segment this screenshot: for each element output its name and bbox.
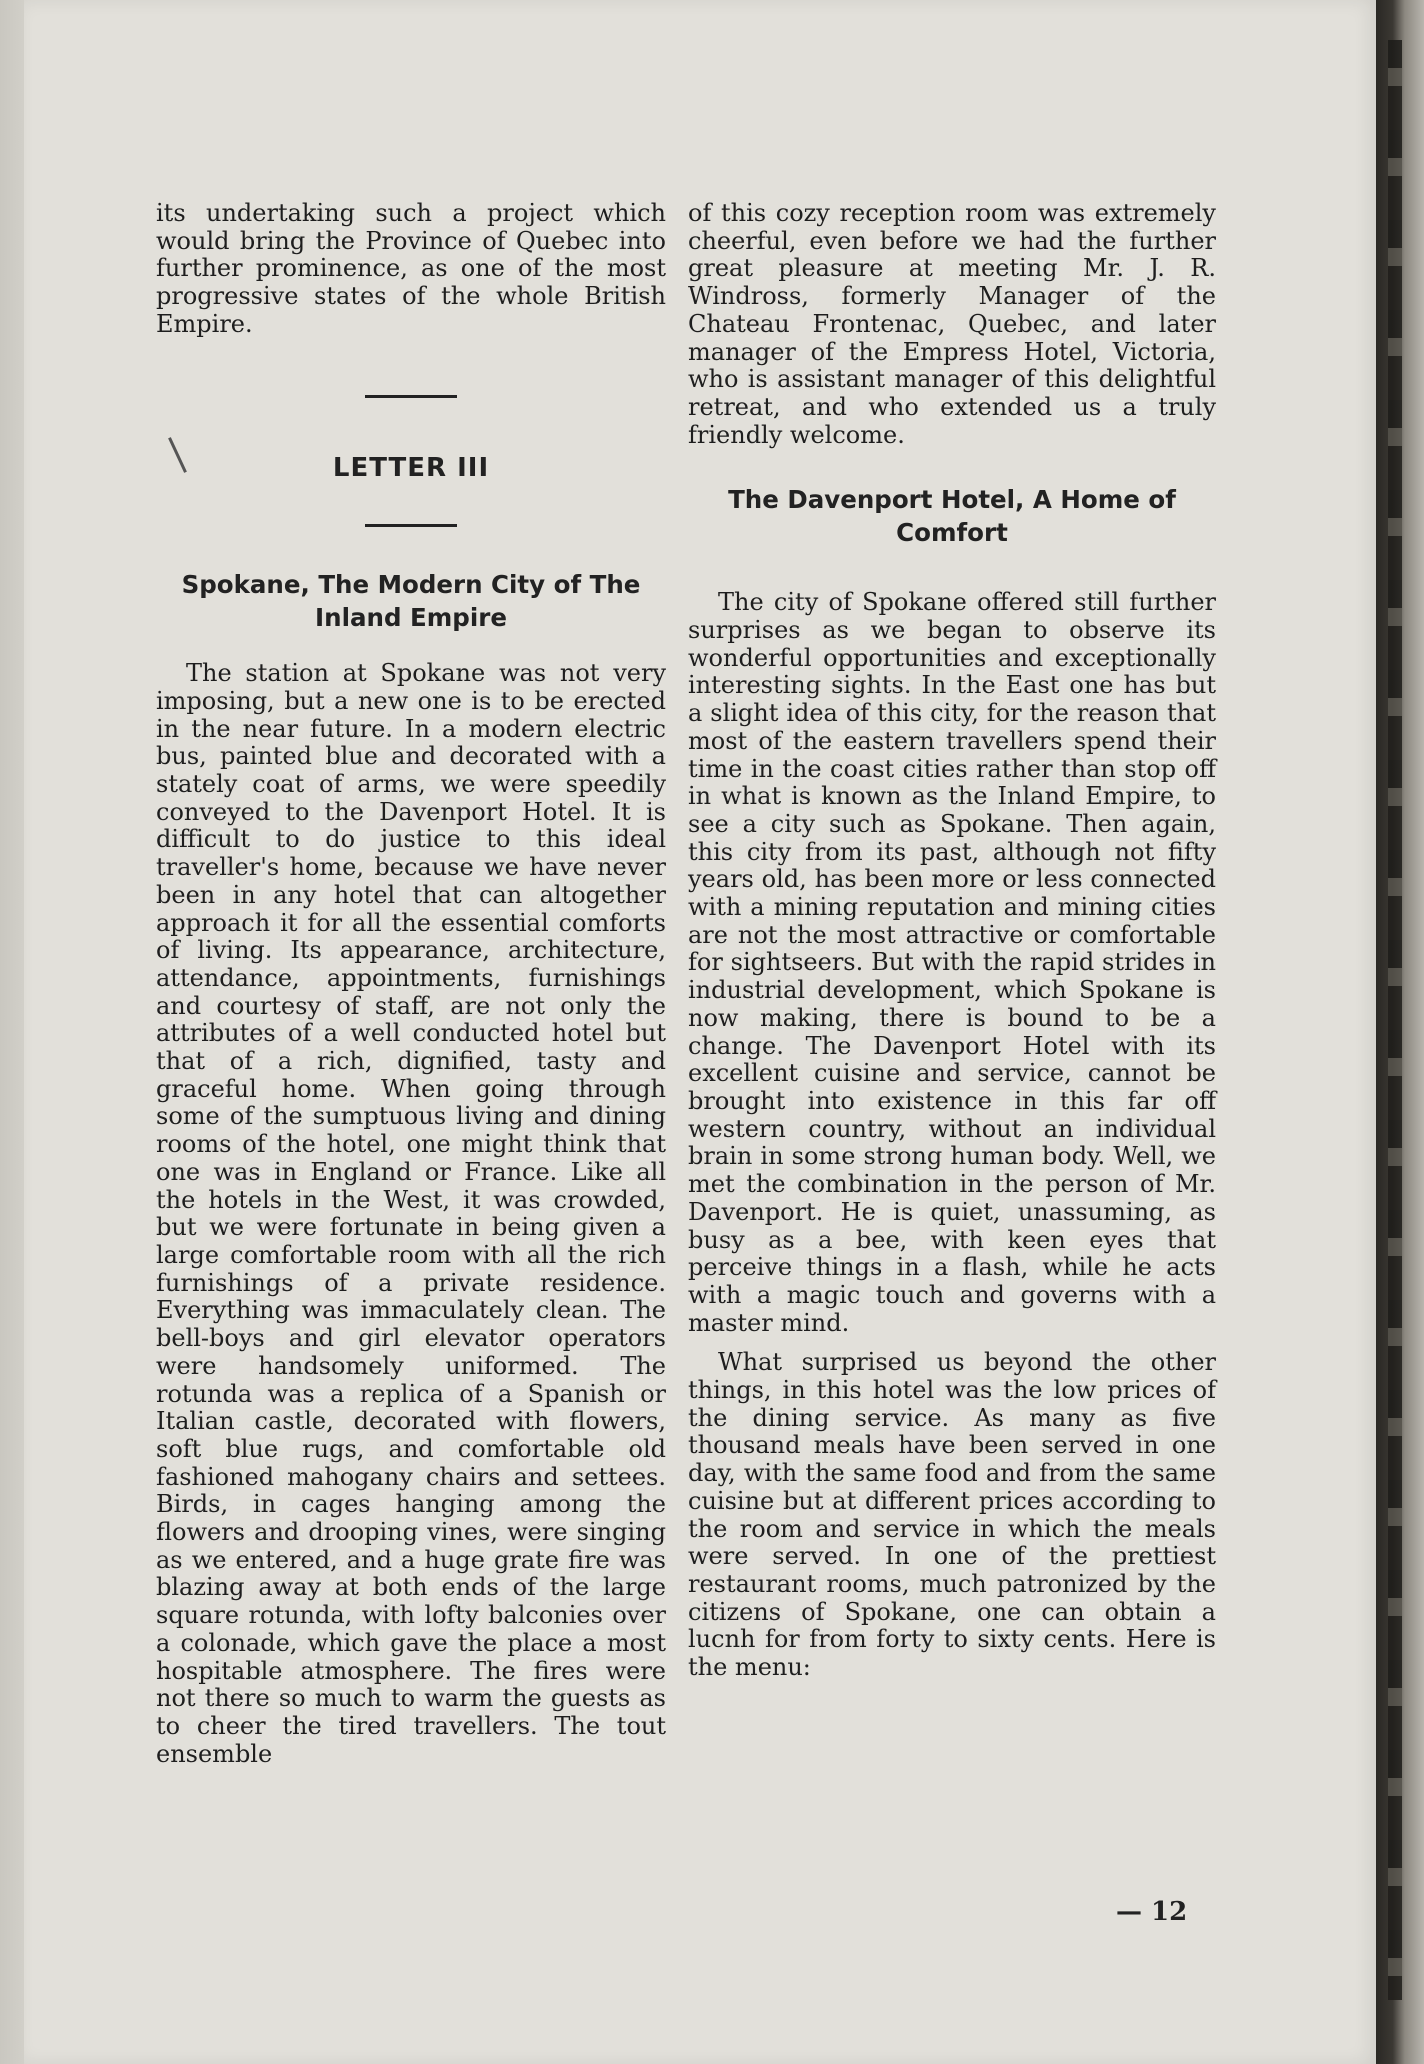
section-heading-davenport: The Davenport Hotel, A Home of Comfort	[728, 485, 1176, 548]
right-body-paragraph-1: The city of Spokane offered still further surprises as we began to observe its wonderful opportunities and exceptionally interesting sights. In the East one has but a slight idea of this city, for the reason that most of the eastern travellers spend their time in the coast cities rather than stop off in what is known as the Inland Empire, to see a city such as Spokane. Then again, this city from its past, although not fifty years old, has been more or less connected with a mining reputation and mining cities are not the most attractive or comfortable for sightseers. But with the rapid strides in industrial development, which Spokane is now making, there is bound to be a change. The Davenport Hotel with its excellent cuisine and service, cannot be brought into existence in this far off western country, without an individual brain in some strong human body. Well, we met the combination in the person of Mr. Davenport. He is quiet, unassuming, as busy as a bee, with keen eyes that perceive things in a flash, while he acts with a magic touch and governs with a master mind.	[688, 588, 1216, 1337]
right-body-paragraph-2: What surprised us beyond the other things, in this hotel was the low prices of the dining service. As many as five thousand meals have been served in one day, with the same food and from the same cuisine but at different prices according to the room and service in which the meals were served. In one of the prettiest restaurant rooms, much patronized by the citizens of Spokane, one can obtain a lucnh for from forty to sixty cents. Here is the menu:	[688, 1348, 1216, 1682]
spacer	[156, 634, 666, 660]
spacer	[688, 449, 1216, 483]
torn-edge	[1388, 40, 1402, 2000]
page-number: — 12	[1116, 1897, 1188, 1927]
section-heading-spokane: Spokane, The Modern City of The Inland Empire	[181, 570, 641, 633]
divider-wrap-bottom	[156, 482, 666, 568]
left-column	[156, 200, 666, 1768]
left-intro-paragraph: its undertaking such a project which would bring the Province of Quebec into further prominence, as one of the most progressive states of the whole British Empire.	[156, 199, 666, 338]
right-intro-paragraph: of this cozy reception room was extremely cheerful, even before we had the further great pleasure at meeting Mr. J. R. Windross, formerly Manager of the Chateau Frontenac, Quebec, and later manager of the Empress Hotel, Victoria, who is assistant manager of this delightful retreat, and who extended us a truly friendly welcome.	[688, 199, 1216, 449]
divider-wrap-top	[156, 339, 666, 455]
divider-rule	[365, 524, 457, 527]
left-body-paragraph: The station at Spokane was not very imposing, but a new one is to be erected in the near future. In a modern electric bus, painted blue and decorated with a stately coat of arms, we were speedily conveyed to the Davenport Hotel. It is difficult to do justice to this ideal traveller's home, because we have never been in any hotel that can altogether approach it for all the essential comforts of living. Its appearance, architecture, attendance, appointments, furnishings and courtesy of staff, are not only the attributes of a well conducted hotel but that of a rich, dignified, tasty and graceful home. When going through some of the sumptuous living and dining rooms of the hotel, one might think that one was in England or France. Like all the hotels in the West, it was crowded, but we were fortunate in being given a large comfortable room with all the rich furnishings of a private residence. Everything was immaculately clean. The bell-boys and girl elevator operators were handsomely uniformed. The rotunda was a replica of a Spanish or Italian castle, decorated with flowers, soft blue rugs, and comfortable old fashioned mahogany chairs and settees. Birds, in cages hanging among the flowers and drooping vines, were singing as we entered, and a huge grate fire was blazing away at both ends of the large square rotunda, with lofty balconies over a colonade, which gave the place a most hospitable atmosphere. The fires were not there so much to warm the guests as to cheer the tired travellers. The tout ensemble	[156, 659, 666, 1768]
letter-heading: LETTER III	[332, 452, 490, 483]
right-column	[688, 200, 1216, 1682]
spacer	[688, 549, 1216, 589]
divider-rule	[365, 395, 457, 398]
